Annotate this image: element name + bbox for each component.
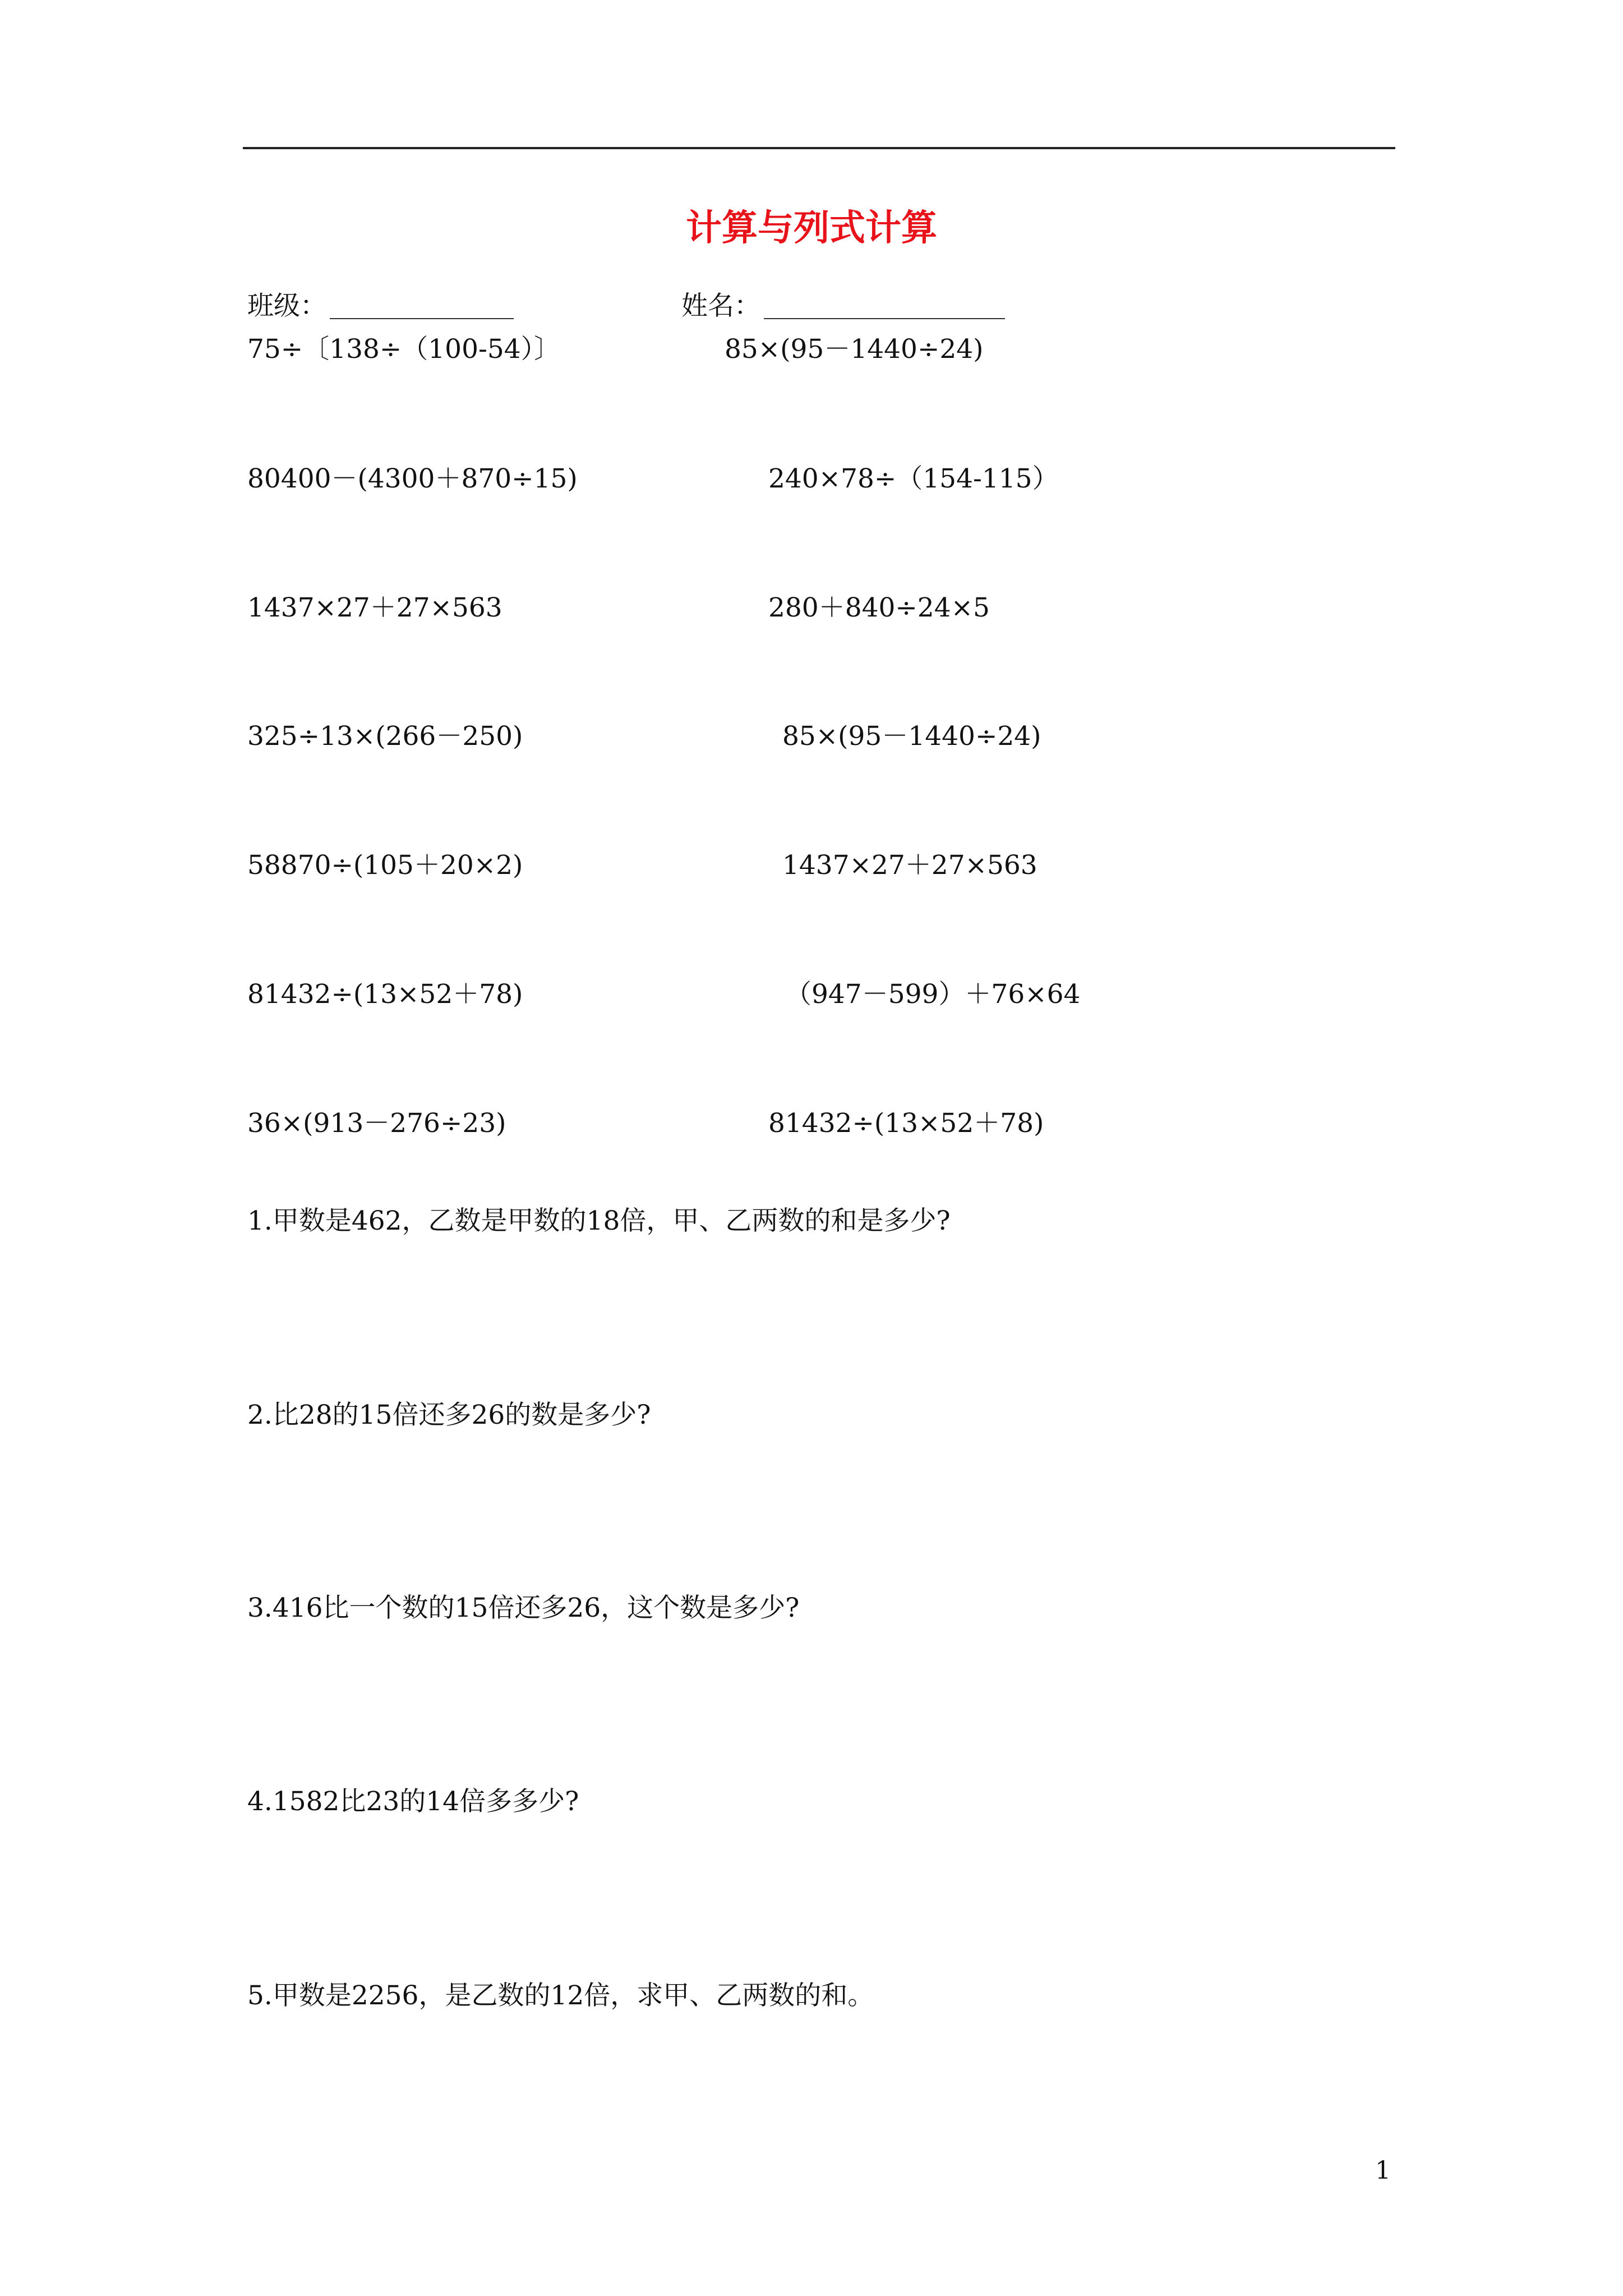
class-blank[interactable]	[330, 296, 514, 319]
header-rule	[243, 147, 1395, 149]
exercise-left-5: 58870÷(105＋20×2)	[247, 850, 523, 881]
exercise-left-2: 80400－(4300＋870÷15)	[247, 463, 578, 494]
exercise-left-6: 81432÷(13×52＋78)	[247, 979, 523, 1010]
class-field	[247, 293, 514, 319]
exercise-right-1: 85×(95－1440÷24)	[725, 334, 984, 365]
word-problem-1: 1.甲数是462，乙数是甲数的18倍，甲、乙两数的和是多少?	[247, 1205, 951, 1236]
word-problem-3: 3.416比一个数的15倍还多26，这个数是多少?	[247, 1593, 800, 1623]
exercise-right-4: 85×(95－1440÷24)	[782, 721, 1041, 752]
exercise-right-5: 1437×27＋27×563	[782, 850, 1038, 881]
exercise-right-7: 81432÷(13×52＋78)	[768, 1108, 1044, 1139]
exercise-left-4: 325÷13×(266－250)	[247, 721, 523, 752]
word-problem-5: 5.甲数是2256，是乙数的12倍，求甲、乙两数的和。	[247, 1980, 874, 2011]
exercise-right-2: 240×78÷（154-115）	[768, 463, 1059, 494]
exercise-right-6: （947－599）＋76×64	[785, 979, 1081, 1010]
class-label: 班级：	[247, 291, 326, 321]
exercise-left-7: 36×(913－276÷23)	[247, 1108, 506, 1139]
page-number: 1	[1375, 2156, 1391, 2185]
name-field	[681, 293, 1005, 319]
exercise-left-1: 75÷〔138÷（100-54）〕	[247, 334, 561, 365]
exercise-right-3: 280＋840÷24×5	[768, 592, 990, 623]
exercise-left-3: 1437×27＋27×563	[247, 592, 502, 623]
page-title: 计算与列式计算	[686, 207, 937, 249]
name-label: 姓名：	[681, 291, 760, 321]
word-problem-4: 4.1582比23的14倍多多少?	[247, 1786, 579, 1817]
name-blank[interactable]	[764, 296, 1005, 319]
word-problem-2: 2.比28的15倍还多26的数是多少?	[247, 1400, 651, 1430]
